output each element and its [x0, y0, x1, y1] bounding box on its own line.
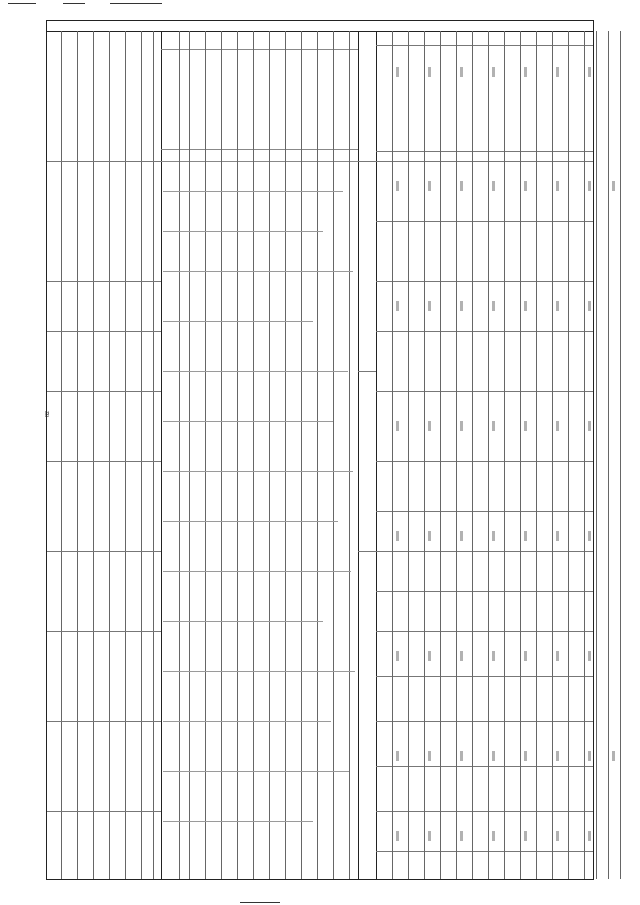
left-header-block [47, 31, 161, 162]
top-rule-1 [8, 3, 36, 4]
value-columns [376, 31, 593, 879]
unit-column [358, 31, 377, 879]
top-rule-3 [110, 3, 162, 4]
page-number: 82 [45, 411, 51, 417]
description-column [161, 31, 359, 879]
bottom-rule [240, 902, 280, 903]
rotated-data-table [46, 20, 594, 880]
left-indicator-columns [47, 31, 162, 879]
top-rule-2 [63, 3, 85, 4]
